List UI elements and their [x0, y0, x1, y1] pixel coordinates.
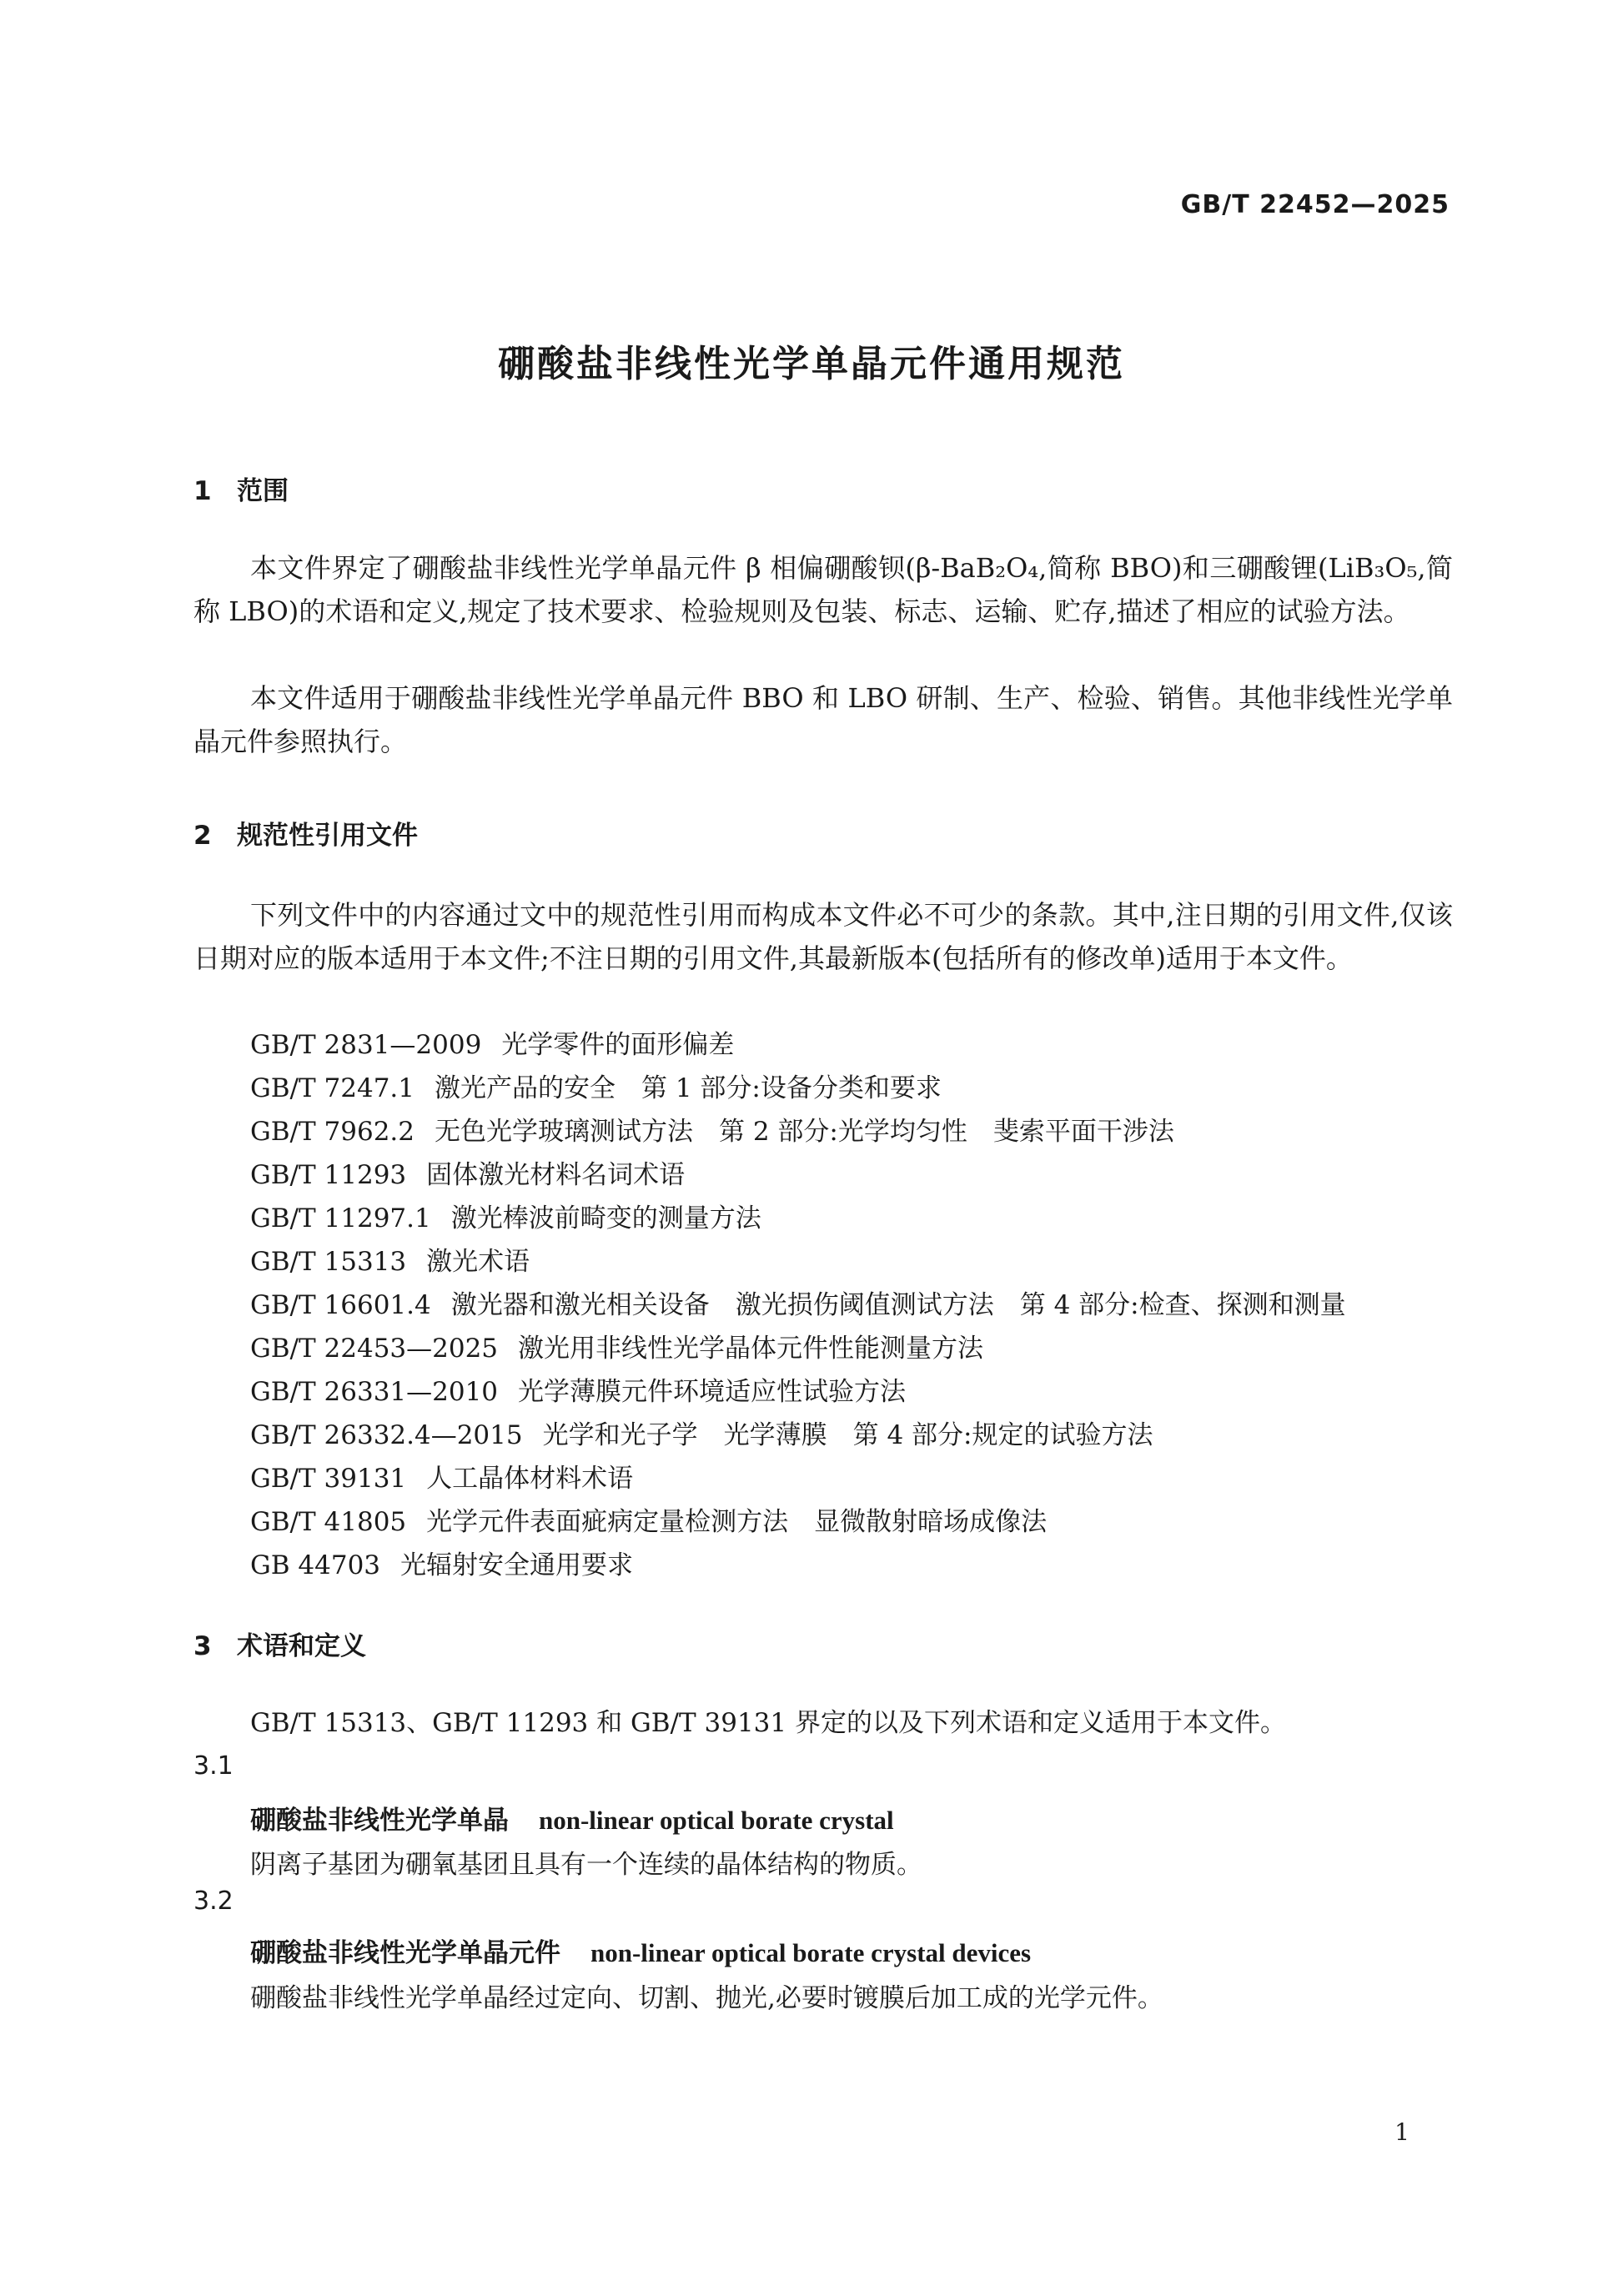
reference-code: GB/T 26332.4—2015 — [250, 1420, 523, 1450]
section-3-intro: GB/T 15313、GB/T 11293 和 GB/T 39131 界定的以及下列术语和定义适用于本文件。 — [250, 1708, 1286, 1738]
reference-title: 光学和光子学 光学薄膜 第 4 部分:规定的试验方法 — [542, 1420, 1153, 1450]
document-title: 硼酸盐非线性光学单晶元件通用规范 — [498, 343, 1125, 385]
section-1-paragraph-1: 本文件界定了硼酸盐非线性光学单晶元件 β 相偏硼酸钡(β-BaB₂O₄,简称 BBO)和三硼酸锂(LiB₃O₅,简称 LBO)的术语和定义,规定了技术要求、检验规则及包装、标志、运输、贮存,描述了相应的试验方法。 — [193, 552, 1453, 627]
reference-title: 激光棒波前畸变的测量方法 — [450, 1203, 761, 1233]
reference-item — [250, 1023, 1346, 1067]
reference-code: GB/T 11293 — [250, 1160, 407, 1190]
section-3-heading — [193, 1625, 366, 1662]
term-heading — [250, 1932, 1031, 1969]
reference-item — [250, 1067, 1346, 1110]
reference-item — [250, 1110, 1346, 1153]
reference-code: GB/T 22453—2025 — [250, 1334, 499, 1364]
reference-title: 激光器和激光相关设备 激光损伤阈值测试方法 第 4 部分:检查、探测和测量 — [450, 1290, 1346, 1320]
reference-code: GB/T 7247.1 — [250, 1073, 415, 1103]
reference-code: GB/T 26331—2010 — [250, 1377, 499, 1407]
reference-item — [250, 1457, 1346, 1500]
term-chinese: 硼酸盐非线性光学单晶 — [250, 1806, 509, 1836]
document-code: GB/T 22452—2025 — [1180, 190, 1450, 219]
reference-item — [250, 1284, 1346, 1327]
reference-title: 激光产品的安全 第 1 部分:设备分类和要求 — [435, 1073, 942, 1103]
reference-item — [250, 1197, 1346, 1240]
term-heading — [250, 1799, 894, 1836]
term-english: non-linear optical borate crystal devices — [590, 1938, 1032, 1967]
term-number: 3.2 — [193, 1887, 234, 1916]
reference-title: 光学零件的面形偏差 — [501, 1030, 735, 1060]
reference-title: 固体激光材料名词术语 — [426, 1160, 686, 1190]
reference-title: 激光用非线性光学晶体元件性能测量方法 — [518, 1334, 984, 1364]
normative-reference-list — [250, 1023, 1346, 1587]
term-definition: 硼酸盐非线性光学单晶经过定向、切割、抛光,必要时镀膜后加工成的光学元件。 — [250, 1983, 1163, 2013]
reference-code: GB 44703 — [250, 1550, 381, 1580]
reference-item — [250, 1500, 1346, 1544]
section-title: 规范性引用文件 — [237, 821, 418, 851]
reference-item — [250, 1327, 1346, 1370]
section-title: 术语和定义 — [237, 1631, 366, 1661]
reference-title: 光学薄膜元件环境适应性试验方法 — [518, 1377, 907, 1407]
reference-code: GB/T 11297.1 — [250, 1203, 431, 1233]
reference-code: GB/T 39131 — [250, 1464, 407, 1494]
reference-code: GB/T 15313 — [250, 1247, 407, 1277]
reference-code: GB/T 7962.2 — [250, 1117, 415, 1147]
reference-title: 光学元件表面疵病定量检测方法 显微散射暗场成像法 — [426, 1507, 1048, 1537]
reference-title: 人工晶体材料术语 — [426, 1464, 634, 1494]
reference-item — [250, 1153, 1346, 1197]
section-1-paragraph-2: 本文件适用于硼酸盐非线性光学单晶元件 BBO 和 LBO 研制、生产、检验、销售。其他非线性光学单晶元件参照执行。 — [193, 682, 1453, 757]
section-1-heading — [193, 470, 289, 507]
term-number: 3.1 — [193, 1751, 234, 1781]
term-english: non-linear optical borate crystal — [539, 1806, 894, 1835]
reference-code: GB/T 2831—2009 — [250, 1030, 482, 1060]
reference-item — [250, 1240, 1346, 1284]
reference-code: GB/T 41805 — [250, 1507, 407, 1537]
section-title: 范围 — [237, 476, 289, 506]
term-definition: 阴离子基团为硼氧基团且具有一个连续的晶体结构的物质。 — [250, 1850, 922, 1880]
reference-item — [250, 1370, 1346, 1414]
reference-code: GB/T 16601.4 — [250, 1290, 431, 1320]
reference-item — [250, 1414, 1346, 1457]
reference-item — [250, 1544, 1346, 1587]
reference-title: 激光术语 — [426, 1247, 530, 1277]
reference-title: 无色光学玻璃测试方法 第 2 部分:光学均匀性 斐索平面干涉法 — [435, 1117, 1174, 1147]
reference-title: 光辐射安全通用要求 — [400, 1550, 634, 1580]
page-number: 1 — [1394, 2118, 1409, 2146]
section-number: 2 — [193, 821, 212, 851]
section-number: 1 — [193, 476, 212, 506]
section-number: 3 — [193, 1631, 212, 1661]
term-chinese: 硼酸盐非线性光学单晶元件 — [250, 1938, 560, 1968]
section-2-intro: 下列文件中的内容通过文中的规范性引用而构成本文件必不可少的条款。其中,注日期的引用文件,仅该日期对应的版本适用于本文件;不注日期的引用文件,其最新版本(包括所有的修改单)适用于本文件。 — [193, 899, 1453, 974]
section-2-heading — [193, 814, 418, 852]
